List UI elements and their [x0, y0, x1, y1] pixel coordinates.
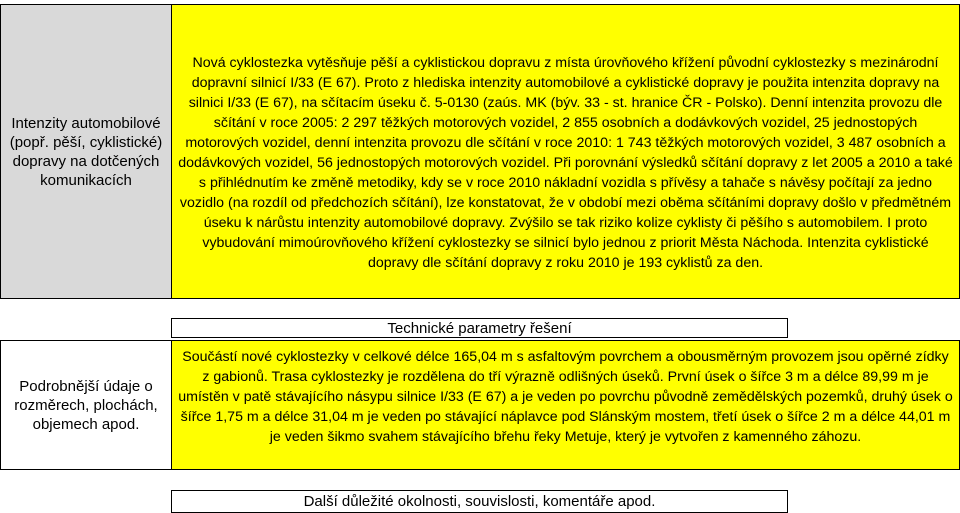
row-label-traffic-intensity	[0, 4, 172, 299]
traffic-intensity-text-cell	[171, 4, 960, 299]
technical-parameters-text-cell	[171, 340, 960, 470]
technical-parameters-header	[171, 318, 788, 338]
traffic-intensity-paragraph: Nová cyklostezka vytěsňuje pěší a cyklistickou dopravu z místa úrovňového křížení původní cyklostezky s mezinárodní dopravní silnicí I/33 (E 67). Proto z hlediska intenzity automobilové a cyklistické dopravy je použita intenzita dopravy na silnici I/33 (E 67), na sčítacím úseku č. 5-0130 (zaús. MK (býv. 33 - st. hranice ČR - Polsko). Denní intenzita provozu dle sčítání v roce 2005: 2 297 těžkých motorových vozidel, 2 855 osobních a dodávkových vozidel, 25 jednostopých motorových vozidel, denní intenzita provozu dle sčítání v roce 2010: 1 743 těžkých motorových vozidel, 3 487 osobních a dodávkových vozidel, 56 jednostopých motorových vozidel. Při porovnání výsledků sčítání dopravy z let 2005 a 2010 a také s přihlédnutím ke změně metodiky, kdy se v roce 2010 nákladní vozidla s přívěsy a tahače s návěsy počítají za jedno vozidlo (na rozdíl od předchozích sčítání), lze konstatovat, že v období mezi oběma sčítáními dopravy došlo v předmětném úseku k nárůstu intenzity automobilové dopravy. Zvýšilo se tak riziko kolize cyklisty či pěšího s automobilem. I proto vybudování mimoúrovňového křížení cyklostezky se silnicí bylo jednou z priorit Města Náchoda. Intenzita cyklistické dopravy dle sčítání dopravy z roku 2010 je 193 cyklistů za den.	[178, 55, 953, 271]
footer-comments-text: Další důležité okolnosti, souvislosti, komentáře apod.	[303, 493, 656, 510]
footer-comments-cell	[171, 490, 788, 513]
row-label-dimensions	[0, 340, 172, 470]
technical-parameters-paragraph: Součástí nové cyklostezky v celkové délce 165,04 m s asfaltovým povrchem a obousměrným provozem jsou opěrné zídky z gabionů. Trasa cyklostezky je rozdělena do tří výrazně odlišných úseků. První úsek o šířce 3 m a délce 89,99 m je umístěn v patě stávajícího násypu silnice I/33 (E 67) a je veden po povrchu původně zemědělských pozemků, druhý úsek o šířce 1,75 m a délce 31,04 m je veden po stávající náplavce pod Slánským mostem, třetí úsek o šířce 2 m a délce 44,01 m je veden šikmo svahem stávajícího břehu řeky Metuje, který je vytvořen z kamenného záhozu.	[178, 349, 953, 445]
traffic-intensity-label: Intenzity automobilové (popř. pěší, cyklistické) dopravy na dotčených komunikacích	[9, 114, 163, 189]
dimensions-label: Podrobnější údaje o rozměrech, plochách, objemech apod.	[14, 377, 158, 433]
technical-parameters-title: Technické parametry řešení	[387, 319, 572, 337]
